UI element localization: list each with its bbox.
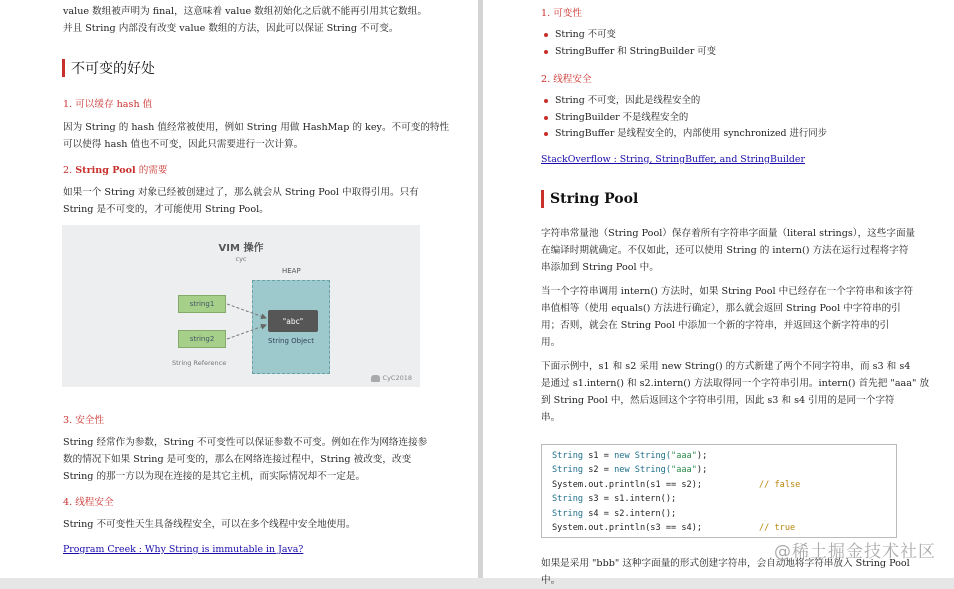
code-text: s2 = bbox=[583, 465, 615, 476]
program-creek-link[interactable]: Program Creek : Why String is immutable in Java? bbox=[63, 544, 304, 555]
mutability-list bbox=[541, 27, 716, 60]
paragraph-line: 是通过 s1.intern() 和 s2.intern() 方法取得同一个字符串引用。intern() 首先把 "aaa" 放 bbox=[541, 378, 930, 389]
code-type: String( bbox=[629, 465, 672, 476]
reference-arrows bbox=[62, 225, 420, 387]
list-item: StringBuffer 和 StringBuilder 可变 bbox=[541, 44, 716, 61]
list-item: String 不可变 bbox=[541, 27, 716, 44]
paragraph-line: 用；否则，就会在 String Pool 中添加一个新的字符串，并返回这个新字符串的引 bbox=[541, 320, 890, 331]
section-heading-immutable-benefits bbox=[62, 58, 155, 78]
code-text: System.out.println(s1 == s2); bbox=[552, 479, 703, 490]
diagram-watermark bbox=[371, 374, 412, 382]
list-item: StringBuffer 是线程安全的，内部使用 synchronized 进行同步 bbox=[541, 126, 827, 143]
paragraph-line: 如果是采用 "bbb" 这种字面量的形式创建字符串，会自动地将字符串放入 String Pool bbox=[541, 558, 910, 569]
code-block bbox=[541, 444, 897, 538]
code-line bbox=[552, 521, 886, 535]
stackoverflow-link[interactable]: StackOverflow : String, StringBuffer, and StringBuilder bbox=[541, 154, 805, 165]
item-heading-hash: 1. 可以缓存 hash 值 bbox=[63, 99, 153, 110]
paragraph-line: 串。 bbox=[541, 412, 561, 423]
paragraph-line: 可以使得 hash 值也不可变，因此只需要进行一次计算。 bbox=[63, 139, 304, 150]
paragraph-line: 在编译时期就确定。不仅如此，还可以使用 String 的 intern() 方法在运行过程将字符 bbox=[541, 245, 909, 256]
code-string: "aaa" bbox=[671, 465, 697, 476]
code-type: String bbox=[552, 451, 584, 461]
paragraph-line: 数的情况下如果 String 是可变的，那么在网络连接过程中，String 被改变，改变 bbox=[63, 454, 412, 465]
code-text: ); bbox=[696, 451, 708, 461]
paragraph-line: 用。 bbox=[541, 337, 561, 348]
paragraph-line: String 不可变性天生具备线程安全，可以在多个线程中安全地使用。 bbox=[63, 519, 356, 530]
code-text: s1 = bbox=[583, 451, 615, 461]
section-heading-string-pool bbox=[541, 190, 638, 208]
code-line bbox=[552, 492, 886, 506]
paragraph-line: 串添加到 String Pool 中。 bbox=[541, 262, 659, 273]
code-comment: // false bbox=[758, 479, 801, 490]
paragraph-line: String 经常作为参数，String 不可变性可以保证参数不可变。例如在作为网络连接参 bbox=[63, 437, 428, 448]
section-heading-text: 不可变的好处 bbox=[71, 61, 155, 77]
paragraph-line: String 是不可变的，才可能使用 String Pool。 bbox=[63, 204, 269, 215]
string-object-label: String Object bbox=[268, 337, 314, 345]
code-string: "aaa" bbox=[671, 451, 697, 461]
heading-accent-bar bbox=[62, 59, 65, 77]
paragraph-line: 字符串常量池（String Pool）保存着所有字符串字面量（literal strings），这些字面量 bbox=[541, 228, 916, 239]
code-keyword: new bbox=[614, 451, 630, 461]
string1-reference-box: string1 bbox=[178, 295, 226, 313]
diagram-title: VIM 操作 bbox=[218, 243, 264, 254]
code-type: String( bbox=[629, 451, 672, 461]
paragraph-line: 如果一个 String 对象已经被创建过了，那么就会从 String Pool 中取得引用。只有 bbox=[63, 187, 419, 198]
item-number: 2. bbox=[63, 165, 76, 176]
paragraph-line: 到 String Pool 中，然后返回这个字符串引用，因此 s3 和 s4 引用的是同一个字符 bbox=[541, 395, 895, 406]
string-pool-diagram bbox=[62, 225, 420, 387]
code-text: ); bbox=[696, 465, 708, 476]
item-heading-security: 3. 安全性 bbox=[63, 415, 104, 426]
item-title-rest: 的需要 bbox=[135, 165, 168, 176]
abc-value-box: "abc" bbox=[268, 310, 318, 332]
diagram-subtitle: cyc bbox=[235, 255, 247, 263]
code-type: String bbox=[552, 508, 584, 519]
code-line bbox=[552, 463, 886, 477]
code-text: s3 = s1.intern(); bbox=[583, 494, 677, 505]
string2-reference-box: string2 bbox=[178, 330, 226, 348]
item-heading-mutability: 1. 可变性 bbox=[541, 8, 582, 19]
intro-line-2: 并且 String 内部没有改变 value 数组的方法，因此可以保证 String 不可变。 bbox=[63, 23, 399, 34]
cat-logo-icon bbox=[371, 375, 380, 382]
code-line bbox=[552, 449, 886, 463]
paragraph-line: String 的那一方以为现在连接的是其它主机，而实际情况却不一定是。 bbox=[63, 471, 366, 482]
code-line bbox=[552, 507, 886, 521]
heap-label: HEAP bbox=[282, 267, 301, 275]
paragraph-line: 串值相等（使用 equals() 方法进行确定），那么就会返回 String Pool 中字符串的引 bbox=[541, 303, 901, 314]
code-padding bbox=[702, 523, 759, 533]
code-padding bbox=[702, 480, 759, 490]
thread-safety-list bbox=[541, 93, 827, 143]
code-comment: // true bbox=[758, 523, 796, 534]
section-heading-text: String Pool bbox=[550, 191, 639, 207]
code-line bbox=[552, 478, 886, 492]
string-reference-label: String Reference bbox=[172, 359, 227, 367]
list-item: String 不可变，因此是线程安全的 bbox=[541, 93, 827, 110]
heading-accent-bar bbox=[541, 190, 544, 208]
paragraph-line: 中。 bbox=[541, 575, 561, 586]
intro-line-1: value 数组被声明为 final，这意味着 value 数组初始化之后就不能再引用其它数组。 bbox=[63, 6, 427, 17]
site-watermark: @稀土掘金技术社区 bbox=[774, 542, 936, 562]
list-item: StringBuilder 不是线程安全的 bbox=[541, 110, 827, 127]
code-type: String bbox=[552, 494, 584, 505]
code-keyword: new bbox=[614, 465, 630, 476]
code-text: s4 = s2.intern(); bbox=[583, 508, 677, 519]
item-heading-thread-safety-right: 2. 线程安全 bbox=[541, 74, 592, 85]
code-text: System.out.println(s3 == s4); bbox=[552, 523, 703, 534]
paragraph-line: 当一个字符串调用 intern() 方法时，如果 String Pool 中已经存在一个字符串和该字符 bbox=[541, 286, 913, 297]
item-bold-term: String Pool bbox=[75, 165, 136, 176]
item-heading-thread-safety: 4. 线程安全 bbox=[63, 497, 114, 508]
item-heading-string-pool bbox=[63, 162, 168, 176]
code-type: String bbox=[552, 465, 584, 476]
paragraph-line: 因为 String 的 hash 值经常被使用，例如 String 用做 HashMap 的 key。不可变的特性 bbox=[63, 122, 450, 133]
paragraph-line: 下面示例中，s1 和 s2 采用 new String() 的方式新建了两个不同字符串，而 s3 和 s4 bbox=[541, 361, 911, 372]
diagram-watermark-text: CyC2018 bbox=[382, 374, 412, 382]
